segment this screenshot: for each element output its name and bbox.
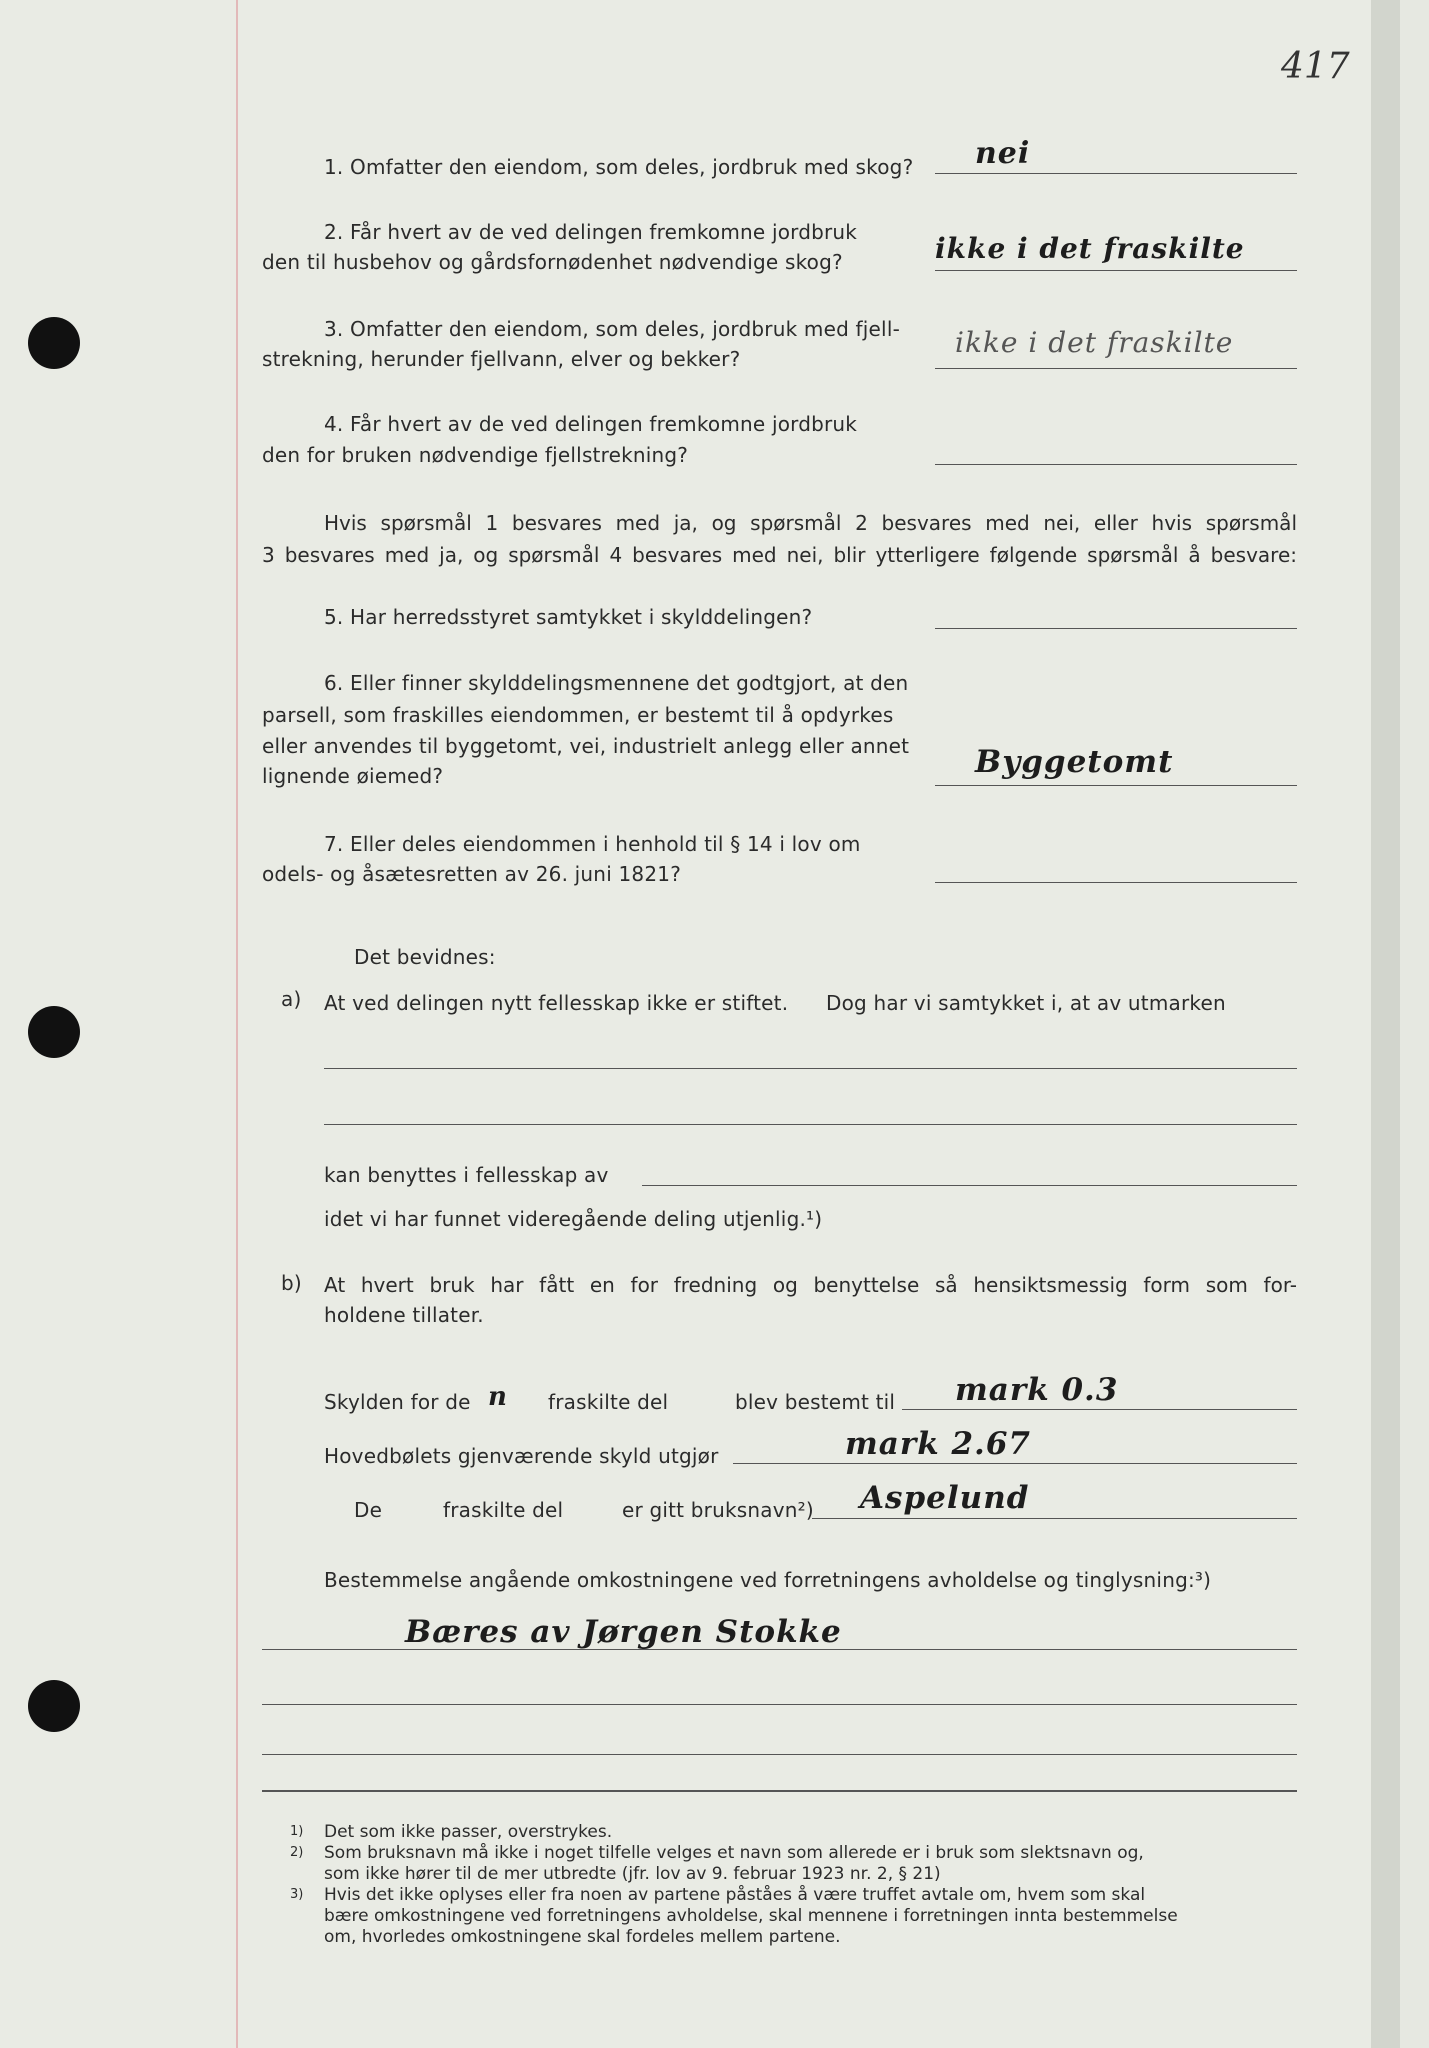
answer-line — [902, 1409, 1297, 1410]
answer-6: Byggetomt — [975, 744, 1174, 780]
bestemmelse-value: Bæres av Jørgen Stokke — [405, 1614, 842, 1650]
question-4-line-1: 4. Får hvert av de ved delingen fremkomne jordbruk — [324, 412, 858, 436]
footnote-3-line-1: Hvis det ikke oplyses eller fra noen av partene påståes å være truffet avtale om, hvem som skal — [324, 1885, 1146, 1905]
answer-line — [935, 173, 1297, 174]
question-1: 1. Omfatter den eiendom, som deles, jordbruk med skog? — [324, 155, 914, 179]
punch-hole — [28, 1680, 80, 1732]
footnote-3-line-2: bære omkostningene ved forretningens avholdelse, skal mennene i forretningen innta bestemmelse — [324, 1906, 1178, 1926]
item-b-line-2: holdene tillater. — [324, 1303, 484, 1327]
bruksnavn-value: Aspelund — [860, 1480, 1030, 1516]
footnote-1-mark: 1) — [290, 1824, 304, 1839]
footnote-3-line-3: om, hvorledes omkostningene skal fordeles mellem partene. — [324, 1927, 841, 1947]
punch-hole — [28, 317, 80, 369]
margin-line — [236, 0, 238, 2048]
question-4-line-2: den for bruken nødvendige fjellstrekning? — [262, 443, 689, 467]
footnote-3-mark: 3) — [290, 1887, 304, 1902]
footnote-1: Det som ikke passer, overstrykes. — [324, 1822, 613, 1842]
bestemmelse-label: Bestemmelse angående omkostningene ved forretningens avholdelse og tinglysning:³) — [324, 1568, 1212, 1592]
question-6-line-2: parsell, som fraskilles eiendommen, er bestemt til å opdyrkes — [262, 703, 894, 727]
footnote-2-line-1: Som bruksnavn må ikke i noget tilfelle velges et navn som allerede er i bruk som slektsnavn og, — [324, 1843, 1144, 1863]
skyld-hand-n: n — [488, 1382, 508, 1412]
footnote-2-line-2: som ikke hører til de mer utbredte (jfr. lov av 9. februar 1923 nr. 2, § 21) — [324, 1864, 941, 1884]
answer-line — [935, 882, 1297, 883]
bruksnavn-label-a: De — [354, 1498, 383, 1522]
answer-line — [733, 1463, 1297, 1464]
hovedbol-label: Hovedbølets gjenværende skyld utgjør — [324, 1444, 719, 1468]
instruction-line-2: 3 besvares med ja, og spørsmål 4 besvares med nei, blir ytterligere følgende spørsmål å besvare: — [262, 543, 1297, 567]
kan-benyttes: kan benyttes i fellesskap av — [324, 1163, 609, 1187]
blank-line — [262, 1704, 1297, 1705]
answer-line — [935, 270, 1297, 271]
question-6-line-3: eller anvendes til byggetomt, vei, industrielt anlegg eller annet — [262, 734, 910, 758]
answer-line — [935, 464, 1297, 465]
question-5: 5. Har herredsstyret samtykket i skylddelingen? — [324, 605, 813, 629]
question-6-line-4: lignende øiemed? — [262, 764, 444, 788]
blank-line — [642, 1185, 1297, 1186]
skyld-label-b: fraskilte del — [548, 1390, 669, 1414]
question-3-line-2: strekning, herunder fjellvann, elver og bekker? — [262, 347, 741, 371]
item-b-line-1: At hvert bruk har fått en for fredning og benyttelse så hensiktsmessig form som for- — [324, 1273, 1297, 1297]
blank-line — [324, 1068, 1297, 1069]
question-6-line-1: 6. Eller finner skylddelingsmennene det godtgjort, at den — [324, 671, 909, 695]
answer-line — [935, 628, 1297, 629]
question-3-line-1: 3. Omfatter den eiendom, som deles, jordbruk med fjell- — [324, 317, 900, 341]
page-edge — [1371, 0, 1400, 2048]
blank-line — [324, 1124, 1297, 1125]
answer-line — [935, 785, 1297, 786]
page-number: 417 — [1281, 46, 1350, 87]
question-7-line-2: odels- og åsætesretten av 26. juni 1821? — [262, 862, 682, 886]
blank-line — [262, 1754, 1297, 1755]
bruksnavn-label-b: fraskilte del — [443, 1498, 564, 1522]
item-a-marker: a) — [281, 987, 302, 1011]
answer-line — [935, 368, 1297, 369]
skyld-label-a: Skylden for de — [324, 1390, 471, 1414]
skyld-label-c: blev bestemt til — [735, 1390, 896, 1414]
bevidnes-heading: Det bevidnes: — [354, 945, 496, 969]
instruction-line-1: Hvis spørsmål 1 besvares med ja, og spørsmål 2 besvares med nei, eller hvis spørsmål — [324, 511, 1297, 535]
question-2-line-1: 2. Får hvert av de ved delingen fremkomne jordbruk — [324, 220, 858, 244]
separator-line — [262, 1790, 1297, 1792]
answer-2: ikke i det fraskilte — [935, 232, 1245, 265]
punch-hole — [28, 1006, 80, 1058]
item-a-text: At ved delingen nytt fellesskap ikke er stiftet. — [324, 991, 789, 1015]
answer-3: ikke i det fraskilte — [955, 326, 1234, 359]
idet-text: idet vi har funnet videregående deling utjenlig.¹) — [324, 1207, 823, 1231]
footnote-2-mark: 2) — [290, 1845, 304, 1860]
bruksnavn-label-c: er gitt bruksnavn²) — [622, 1498, 814, 1522]
item-b-marker: b) — [281, 1271, 302, 1295]
answer-1: nei — [975, 136, 1031, 171]
question-7-line-1: 7. Eller deles eiendommen i henhold til § 14 i lov om — [324, 832, 861, 856]
item-a-extra: Dog har vi samtykket i, at av utmarken — [826, 991, 1226, 1015]
blank-line — [262, 1649, 1297, 1650]
skyld-value: mark 0.3 — [955, 1372, 1119, 1408]
hovedbol-value: mark 2.67 — [845, 1426, 1031, 1462]
answer-line — [812, 1518, 1297, 1519]
question-2-line-2: den til husbehov og gårdsfornødenhet nødvendige skog? — [262, 250, 843, 274]
